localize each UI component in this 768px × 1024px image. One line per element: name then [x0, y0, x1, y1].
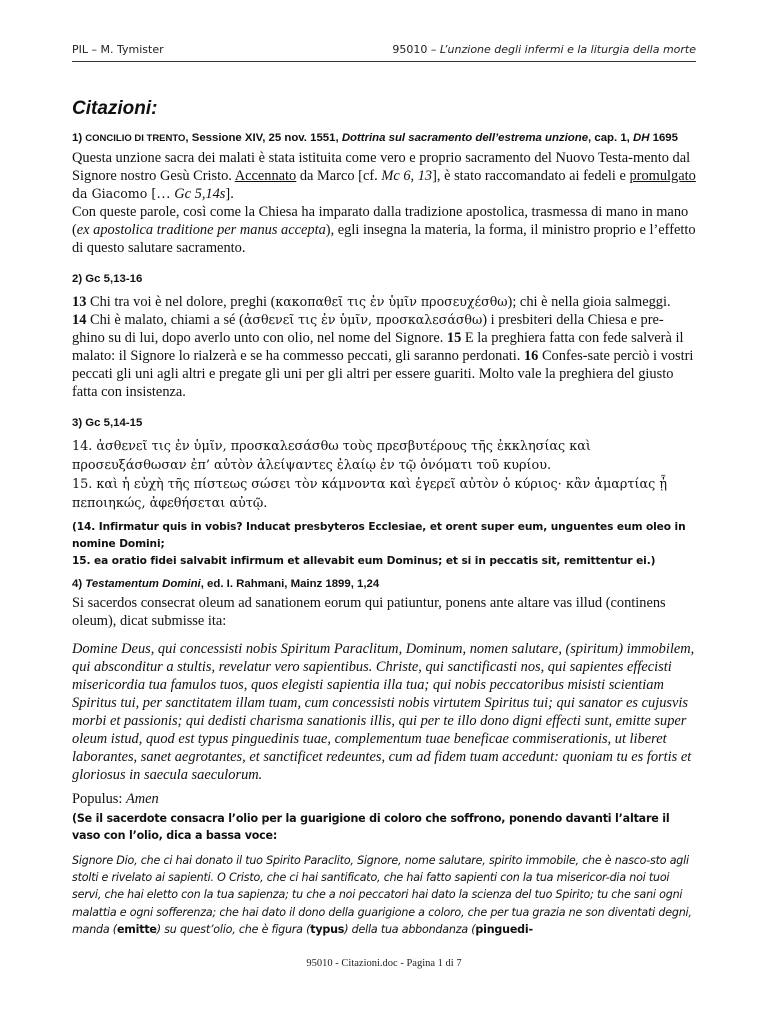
greek-verse-14: 14. ἀσθενεῖ τις ἐν ὑμῖν, προσκαλεσάσθω τοὺς πρεσβυτέρους τῆς ἐκκλησίας καὶ προσευξάσθωσαν ἐπ’ αὐτὸν ἀλείψαντες ἐλαίῳ ἐν τῷ ὀνόματι τοῦ κυρίου.: [72, 439, 591, 473]
verse-number: 13: [72, 294, 87, 310]
latin-verse-15: 15. ea oratio fidei salvabit infirmum et allevabit eum Dominus; et si in peccatis sit, remittentur ei.): [72, 555, 656, 567]
verse-number: 14: [72, 312, 87, 328]
section-3-latin: [72, 519, 696, 570]
latin-phrase: ex apostolica traditione per manus accepta: [76, 222, 326, 238]
section-3-greek: [72, 437, 696, 513]
page-footer: 95010 - Citazioni.doc - Pagina 1 di 7: [306, 958, 462, 969]
section-1-chapter: , cap. 1,: [588, 132, 633, 144]
section-4-title: Testamentum Domini: [85, 578, 201, 590]
section-1-heading: [72, 130, 696, 147]
underlined-word: promulgato: [629, 168, 696, 184]
verse-number: 16: [523, 348, 539, 364]
citation-mc: Mc 6, 13: [381, 168, 433, 184]
header-course: [392, 43, 696, 56]
header-code: 95010 –: [392, 43, 440, 56]
section-1-council: CONCILIO DI TRENTO: [85, 133, 186, 144]
bold-term: pinguedi-: [475, 922, 533, 936]
greek-text: ἀσθενεῖ τις ἐν ὑμῖν, προσκαλεσάσθω: [243, 312, 483, 327]
section-4-intro: Si sacerdos consecrat oleum ad sanationem eorum qui patiuntur, ponens ante altare vas illud (continens oleum), dicat submisse ita:: [72, 595, 666, 629]
citation-gc: Gc 5,14s: [174, 186, 226, 202]
section-1-number: 1): [72, 132, 86, 144]
section-1-session: , Sessione XIV, 25 nov. 1551,: [185, 132, 342, 144]
section-4-heading: 4) Testamentum Domini, ed. I. Rahmani, Mainz 1899, 1,24: [72, 578, 380, 590]
page-title: Citazioni:: [72, 98, 158, 119]
section-3-heading: 3) Gc 5,14-15: [72, 417, 143, 429]
section-2-heading: 2) Gc 5,13-16: [72, 273, 143, 285]
section-4-italian-prayer: Signore Dio, che ci hai donato il tuo Spirito Paraclito, Signore, nome salutare, spirito immobile, che è nasco-sto agli stolti e rivelato ai sapienti. O Cristo, che ci hai santificato, che hai fatto sapienti con la tua misericor-dia noi tuoi servi, che hai eletto con la tua sapienza; tu che a noi peccatori hai dato la scienza del tuo Spirito; tu che sani ogni malattia e ogni sofferenza; che hai dato il dono della guarigione a coloro, che per tua grazia ne son diventati degni, manda (emitte) su quest’olio, che è figura (typus) della tua abbondanza (pinguedi-: [72, 854, 692, 936]
latin-verse-14: (14. Infirmatur quis in vobis? Inducat presbyteros Ecclesiae, et orent super eum, unguentes eum oleo in nomine Domini;: [72, 521, 686, 550]
section-4-response: Populus: Amen: [72, 791, 159, 807]
section-2-text: 13 Chi tra voi è nel dolore, preghi (κακοπαθεῖ τις ἐν ὑμῖν προσευχέσθω); chi è nella gioia salmeggi. 14 Chi è malato, chiami a sé (ἀσθενεῖ τις ἐν ὑμῖν, προσκαλεσάσθω) i presbiteri della Chiesa e pre-ghino su di lui, dopo averlo unto con olio, nel nome del Signore. 15 E la preghiera fatta con fede salverà il malato: il Signore lo rialzerà e se ha commesso peccati, gli saranno perdonati. 16 Confes-sate perciò i vostri peccati gli uni agli altri e pregate gli uni per gli altri per essere guariti. Molto vale la preghiera del giusto fatta con insistenza.: [72, 294, 694, 400]
section-1-paragraph-2: Con queste parole, così come la Chiesa ha imparato dalla tradizione apostolica, trasmessa di mano in mano (ex apostolica traditione per manus accepta), egli insegna la materia, la forma, il ministro proprio e l’effetto di questo salutare sacramento.: [72, 204, 696, 256]
header-author: PIL – M. Tymister: [72, 43, 164, 56]
page-header: [72, 41, 696, 62]
greek-text: κακοπαθεῖ τις ἐν ὑμῖν προσευχέσθω: [275, 294, 508, 309]
verse-number: 15: [446, 330, 462, 346]
section-1-dh-number: 1695: [649, 132, 678, 144]
response-amen: Amen: [125, 791, 159, 807]
latin-prayer: Domine Deus, qui concessisti nobis Spiritum Paraclitum, Dominum, nomen salutare, (spiritum) immobilem, qui absconditur a stultis, revelatur vero sapientibus. Christe, qui sanctificasti nos, qui sapientes effecisti misericordia tua famulos tuos, quos elegisti sapientia illa tua; qui nobis peccatoribus misisti scientiam Spiritus tui, per sanctitatem illam tuam, cum concessisti nobis virtutem Spiritus tui; qui sanator es cujusvis morbi et passionis; qui dedisti charisma sanationis illis, qui per te illo dono digni effecti sunt, emitte super oleum istud, quod est typus pinguedinis tuae, complementum tuae beneficae commiserationis, ut liberet laborantes, sanet aegrotantes, et sanctificet redeuntes, cum ad fidem tuam accedunt: quoniam tu es fortis et gloriosus in saecula saeculorum.: [72, 641, 695, 783]
header-course-title: L’unzione degli infermi e la liturgia della morte: [439, 43, 696, 56]
bold-term: typus: [310, 922, 345, 936]
section-4-italian-intro: (Se il sacerdote consacra l’olio per la guarigione di coloro che soffrono, ponendo davanti l’altare il vaso con l’olio, dica a bassa voce:: [72, 812, 670, 842]
greek-verse-15: 15. καὶ ἡ εὐχὴ τῆς πίστεως σώσει τὸν κάμνοντα καὶ ἐγερεῖ αὐτὸν ὁ κύριος· κἂν ἁμαρτίας ᾖ πεποιηκώς, ἀφεθήσεται αὐτῷ.: [72, 477, 668, 511]
section-1-doc-title: Dottrina sul sacramento dell’estrema unzione: [341, 132, 589, 144]
section-1-paragraph-1: Questa unzione sacra dei malati è stata istituita come vero e proprio sacramento del Nuovo Testa-mento dal Signore nostro Gesù Cristo. Accennato da Marco [cf. Mc 6, 13], è stato raccomandato ai fedeli e promulgato da Giacomo [… Gc 5,14s].: [72, 150, 696, 202]
underlined-word: Accennato: [234, 168, 297, 184]
section-4-prayer: [72, 640, 696, 784]
bold-term: emitte: [116, 922, 157, 936]
document-body: [72, 92, 696, 938]
section-1-dh: DH: [633, 132, 650, 144]
